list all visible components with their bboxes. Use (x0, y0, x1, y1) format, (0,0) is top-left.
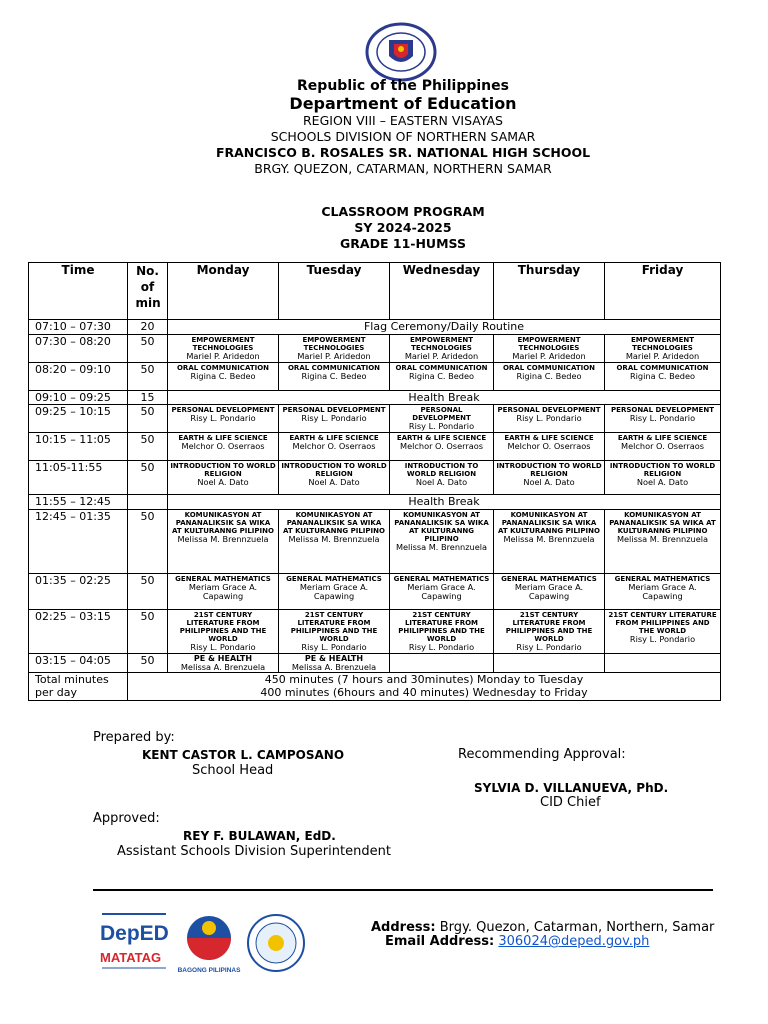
bagong-pilipinas-logo (176, 910, 242, 976)
subject-cell (279, 405, 390, 433)
subject-cell (390, 510, 494, 574)
teacher-name: Noel A. Dato (197, 477, 249, 487)
minutes-cell: 20 (128, 320, 168, 335)
total-line-2: 400 minutes (6hours and 40 minutes) Wednesday to Friday (260, 686, 588, 699)
time-cell: 07:10 – 07:30 (29, 320, 128, 335)
table-row (29, 433, 721, 461)
teacher-name: Risy L. Pondario (516, 413, 582, 423)
table-header-row (29, 263, 721, 320)
approved-title: Assistant Schools Division Superintendent (117, 844, 391, 859)
subject-cell (168, 574, 279, 610)
col-header-monday: Monday (168, 263, 279, 320)
subject-cell (605, 654, 721, 673)
table-row (29, 495, 721, 510)
subject-name: PERSONAL DEVELOPMENT (171, 406, 275, 414)
subject-cell (390, 363, 494, 391)
table-row (29, 335, 721, 363)
subject-name: EARTH & LIFE SCIENCE (396, 434, 487, 442)
subject-name: EARTH & LIFE SCIENCE (617, 434, 708, 442)
span-cell: Health Break (168, 495, 721, 510)
subject-cell (605, 574, 721, 610)
table-row (29, 363, 721, 391)
teacher-name: Melissa M. Brennzuela (616, 534, 709, 544)
subject-title: CENTURY LITERATURE FROM PHILIPPINES AND THE WORLD (290, 611, 378, 643)
teacher-name: Noel A. Dato (308, 477, 360, 487)
recommending-label: Recommending Approval: (458, 747, 626, 762)
approved-label: Approved: (93, 811, 160, 826)
doc-school-year: SY 2024-2025 (354, 220, 452, 235)
subject-cell (279, 433, 390, 461)
subject-name: GENERAL MATHEMATICS (175, 575, 271, 583)
subject-name: INTRODUCTION TO WORLD RELIGION (609, 462, 716, 478)
teacher-name: Risy L. Pondario (629, 634, 696, 644)
school-seal-logo (246, 913, 306, 973)
subject-name: KOMUNIKASYON AT PANANALIKSIK SA WIKA AT KULTURANNG PILIPINO (498, 511, 600, 535)
prepared-label: Prepared by: (93, 730, 175, 745)
teacher-name: Risy L. Pondario (516, 642, 582, 652)
subject-name: PERSONAL DEVELOPMENT (412, 406, 471, 422)
recommending-name: SYLVIA D. VILLANUEVA, PhD. (474, 781, 669, 795)
approved-name: REY F. BULAWAN, EdD. (183, 829, 336, 843)
subject-cell (279, 574, 390, 610)
time-cell: 10:15 – 11:05 (29, 433, 128, 461)
time-cell: 11:55 – 12:45 (29, 495, 128, 510)
subject-name: EMPOWERMENT TECHNOLOGIES (630, 336, 695, 352)
deped-matatag-logo (98, 912, 170, 974)
time-cell: 07:30 – 08:20 (29, 335, 128, 363)
col-header-time: Time (29, 263, 128, 320)
subject-cell (390, 335, 494, 363)
col-header-tuesday: Tuesday (279, 263, 390, 320)
footer-email (385, 934, 649, 949)
teacher-name: Melchor O. Oserraos (181, 441, 265, 451)
teacher-name: Meriam Grace A. Capawing (514, 582, 584, 601)
email-link[interactable]: 306024@deped.gov.ph (498, 934, 650, 949)
time-cell: 09:25 – 10:15 (29, 405, 128, 433)
subject-name: PERSONAL DEVELOPMENT (611, 406, 714, 414)
subject-ordinal: 21ST (608, 611, 628, 619)
deped-matatag-icon (98, 912, 170, 974)
teacher-name: Meriam Grace A. Capawing (299, 582, 369, 601)
teacher-name: Rigina C. Bedeo (516, 371, 582, 381)
teacher-name: Melchor O. Oserraos (621, 441, 704, 451)
subject-cell (605, 405, 721, 433)
teacher-name: Meriam Grace A. Capawing (188, 582, 258, 601)
teacher-name: Risy L. Pondario (629, 413, 696, 423)
subject-name: INTRODUCTION TO WORLD RELIGION (281, 462, 387, 478)
subject-cell (390, 405, 494, 433)
subject-name: INTRODUCTION TO WORLD RELIGION (496, 462, 602, 478)
subject-cell (494, 461, 605, 495)
subject-name: KOMUNIKASYON AT PANANALIKSIK SA WIKA AT KULTURANNG PILIPINO (172, 511, 274, 535)
subject-name: EMPOWERMENT TECHNOLOGIES (302, 336, 366, 352)
subject-cell (494, 610, 605, 654)
subject-name (281, 611, 387, 643)
teacher-name: Risy L. Pondario (301, 642, 367, 652)
subject-cell (605, 461, 721, 495)
subject-name: EARTH & LIFE SCIENCE (504, 434, 594, 442)
teacher-name: Melissa M. Brennzuela (288, 534, 380, 544)
subject-name: ORAL COMMUNICATION (616, 364, 709, 372)
subject-cell (390, 461, 494, 495)
col-header-min-label: No. of min (135, 264, 161, 310)
subject-cell (605, 433, 721, 461)
teacher-name: Melchor O. Oserraos (507, 441, 591, 451)
subject-name: PERSONAL DEVELOPMENT (497, 406, 601, 414)
subject-ordinal: 21ST (412, 611, 432, 619)
teacher-name: Noel A. Dato (415, 477, 468, 487)
subject-cell (494, 405, 605, 433)
teacher-name: Noel A. Dato (636, 477, 689, 487)
subject-cell (168, 461, 279, 495)
subject-name (392, 611, 491, 643)
subject-cell (390, 433, 494, 461)
minutes-cell: 50 (128, 574, 168, 610)
minutes-cell: 50 (128, 510, 168, 574)
totals-row (29, 673, 721, 701)
subject-cell (279, 510, 390, 574)
subject-title: CENTURY LITERATURE FROM PHILIPPINES AND THE WORLD (398, 611, 485, 643)
subject-name: ORAL COMMUNICATION (395, 364, 488, 372)
subject-cell (279, 610, 390, 654)
table-row (29, 461, 721, 495)
subject-ordinal: 21ST (193, 611, 214, 619)
subject-name: EARTH & LIFE SCIENCE (289, 434, 379, 442)
subject-cell (494, 654, 605, 673)
address-value: Brgy. Quezon, Catarman, Northern, Samar (439, 920, 715, 935)
subject-cell (168, 405, 279, 433)
matatag-text: MATATAG (100, 950, 162, 965)
col-header-min (128, 263, 168, 320)
subject-name: EARTH & LIFE SCIENCE (178, 434, 268, 442)
subject-name: ORAL COMMUNICATION (176, 364, 270, 372)
subject-name: GENERAL MATHEMATICS (286, 575, 382, 583)
table-row (29, 574, 721, 610)
footer-address (371, 920, 714, 935)
teacher-name: Melissa A. Brenzuela (291, 662, 377, 672)
subject-name: KOMUNIKASYON AT PANANALIKSIK SA WIKA AT KULTURANNG PILIPINO (609, 511, 716, 535)
table-row (29, 405, 721, 433)
subject-name: GENERAL MATHEMATICS (501, 575, 597, 583)
subject-name: KOMUNIKASYON AT PANANALIKSIK SA WIKA AT KULTURANNG PILIPINO (283, 511, 385, 535)
subject-cell (279, 363, 390, 391)
subject-cell (168, 510, 279, 574)
teacher-name: Mariel P. Aridedon (625, 351, 700, 361)
subject-name: GENERAL MATHEMATICS (614, 575, 711, 583)
teacher-name: Melchor O. Oserraos (292, 441, 376, 451)
teacher-name: Risy L. Pondario (301, 413, 367, 423)
col-header-wednesday: Wednesday (390, 263, 494, 320)
header-address: BRGY. QUEZON, CATARMAN, NORTHERN SAMAR (254, 161, 552, 176)
teacher-name: Meriam Grace A. Capawing (628, 582, 697, 601)
header-republic: Republic of the Philippines (297, 78, 509, 94)
subject-cell (168, 433, 279, 461)
subject-name: PERSONAL DEVELOPMENT (282, 406, 386, 414)
email-label: Email Address: (385, 934, 495, 949)
header-department: Department of Education (289, 94, 517, 113)
subject-name: EMPOWERMENT TECHNOLOGIES (409, 336, 474, 352)
subject-cell (605, 363, 721, 391)
subject-title: CENTURY LITERATURE FROM PHILIPPINES AND THE WORLD (615, 611, 717, 635)
teacher-name: Noel A. Dato (523, 477, 575, 487)
col-header-friday: Friday (605, 263, 721, 320)
minutes-cell: 50 (128, 433, 168, 461)
subject-name: EMPOWERMENT TECHNOLOGIES (517, 336, 581, 352)
school-seal-icon (246, 913, 306, 973)
subject-name: ORAL COMMUNICATION (502, 364, 596, 372)
subject-cell (494, 363, 605, 391)
teacher-name: Mariel P. Aridedon (512, 351, 586, 361)
subject-cell (279, 654, 390, 673)
teacher-name: Risy L. Pondario (408, 421, 475, 431)
bagong-pilipinas-text: BAGONG PILIPINAS (177, 967, 241, 974)
doc-title: CLASSROOM PROGRAM (321, 204, 485, 219)
minutes-cell: 50 (128, 405, 168, 433)
teacher-name: Rigina C. Bedeo (408, 371, 475, 381)
teacher-name: Risy L. Pondario (408, 642, 475, 652)
table-row (29, 654, 721, 673)
recommending-title: CID Chief (540, 795, 601, 810)
subject-cell (494, 335, 605, 363)
subject-name: KOMUNIKASYON AT PANANALIKSIK SA WIKA AT KULTURANNG PILIPINO (394, 511, 489, 543)
total-line-1: 450 minutes (7 hours and 30minutes) Monday to Tuesday (264, 673, 584, 686)
teacher-name: Mariel P. Aridedon (186, 351, 260, 361)
header-school: FRANCISCO B. ROSALES SR. NATIONAL HIGH SCHOOL (215, 145, 591, 160)
time-cell: 03:15 – 04:05 (29, 654, 128, 673)
minutes-cell (128, 495, 168, 510)
teacher-name: Melissa M. Brennzuela (177, 534, 269, 544)
time-cell: 09:10 – 09:25 (29, 391, 128, 405)
subject-name: INTRODUCTION TO WORLD RELIGION (404, 462, 479, 478)
teacher-name: Risy L. Pondario (190, 413, 256, 423)
total-label: Total minutes per day (29, 673, 128, 701)
minutes-cell: 50 (128, 610, 168, 654)
minutes-cell: 50 (128, 335, 168, 363)
minutes-cell: 50 (128, 363, 168, 391)
subject-name: INTRODUCTION TO WORLD RELIGION (170, 462, 276, 478)
subject-title: CENTURY LITERATURE FROM PHILIPPINES AND THE WORLD (179, 611, 267, 643)
subject-cell (168, 610, 279, 654)
teacher-name: Meriam Grace A. Capawing (407, 582, 476, 601)
teacher-name: Melissa A. Brenzuela (180, 662, 266, 672)
minutes-cell: 50 (128, 461, 168, 495)
subject-cell (168, 335, 279, 363)
span-cell: Health Break (168, 391, 721, 405)
subject-cell (494, 510, 605, 574)
subject-name: EMPOWERMENT TECHNOLOGIES (191, 336, 255, 352)
subject-cell (494, 574, 605, 610)
subject-cell (168, 654, 279, 673)
address-label: Address: (371, 920, 436, 935)
subject-cell (390, 610, 494, 654)
subject-cell (390, 654, 494, 673)
header-region: REGION VIII – EASTERN VISAYAS (303, 113, 503, 128)
subject-cell (605, 610, 721, 654)
subject-name: PE & HEALTH (304, 654, 364, 663)
deped-seal-logo (364, 22, 438, 82)
doc-grade: GRADE 11-HUMSS (340, 236, 466, 251)
subject-ordinal: 21ST (304, 611, 325, 619)
subject-name: PE & HEALTH (193, 654, 253, 663)
time-cell: 12:45 – 01:35 (29, 510, 128, 574)
footer-divider (93, 889, 713, 891)
total-minutes-cell (128, 673, 721, 701)
bagong-pilipinas-icon (176, 910, 242, 976)
teacher-name: Rigina C. Bedeo (629, 371, 696, 381)
subject-cell (605, 510, 721, 574)
teacher-name: Melissa M. Brennzuela (503, 534, 595, 544)
span-cell: Flag Ceremony/Daily Routine (168, 320, 721, 335)
prepared-title: School Head (192, 763, 274, 778)
schedule-table (28, 262, 721, 701)
teacher-name: Melissa M. Brennzuela (395, 542, 488, 552)
table-row (29, 391, 721, 405)
subject-name (607, 611, 718, 635)
subject-name: GENERAL MATHEMATICS (393, 575, 490, 583)
table-row (29, 320, 721, 335)
subject-cell (390, 574, 494, 610)
table-row (29, 510, 721, 574)
teacher-name: Melchor O. Oserraos (400, 441, 483, 451)
subject-cell (279, 461, 390, 495)
subject-cell (168, 363, 279, 391)
deped-logo-text: DepED (100, 922, 169, 945)
subject-ordinal: 21ST (519, 611, 540, 619)
teacher-name: Mariel P. Aridedon (404, 351, 479, 361)
subject-name (170, 611, 276, 643)
time-cell: 11:05-11:55 (29, 461, 128, 495)
teacher-name: Risy L. Pondario (190, 642, 256, 652)
teacher-name: Rigina C. Bedeo (301, 371, 367, 381)
subject-cell (494, 433, 605, 461)
header-division: SCHOOLS DIVISION OF NORTHERN SAMAR (270, 129, 536, 144)
subject-cell (279, 335, 390, 363)
teacher-name: Mariel P. Aridedon (297, 351, 371, 361)
col-header-thursday: Thursday (494, 263, 605, 320)
minutes-cell: 15 (128, 391, 168, 405)
subject-title: CENTURY LITERATURE FROM PHILIPPINES AND THE WORLD (505, 611, 593, 643)
teacher-name: Rigina C. Bedeo (190, 371, 256, 381)
subject-name: ORAL COMMUNICATION (287, 364, 381, 372)
table-row (29, 610, 721, 654)
time-cell: 08:20 – 09:10 (29, 363, 128, 391)
subject-cell (605, 335, 721, 363)
time-cell: 02:25 – 03:15 (29, 610, 128, 654)
subject-name (496, 611, 602, 643)
minutes-cell: 50 (128, 654, 168, 673)
prepared-name: KENT CASTOR L. CAMPOSANO (142, 748, 345, 762)
time-cell: 01:35 – 02:25 (29, 574, 128, 610)
